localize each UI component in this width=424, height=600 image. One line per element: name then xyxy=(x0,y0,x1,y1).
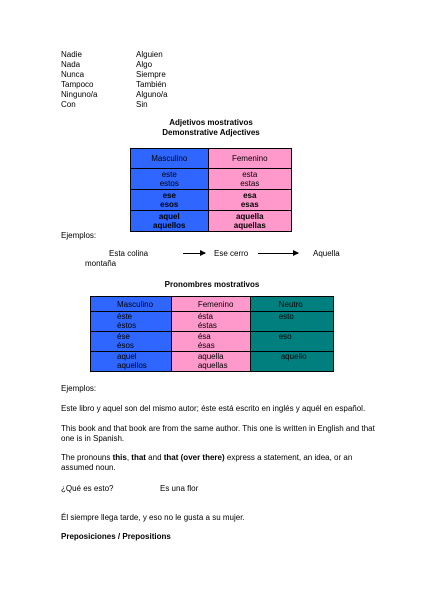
table-cell: ésta éstas xyxy=(171,312,250,332)
question: ¿Qué es esto? xyxy=(61,484,114,493)
table-row xyxy=(91,332,334,352)
table-header-row xyxy=(131,149,292,169)
table-cell: aquella aquellas xyxy=(171,352,250,372)
arrow-right-icon xyxy=(183,253,205,254)
example-word-3-cont: montaña xyxy=(85,259,117,268)
example-word-2: Ese cerro xyxy=(214,249,249,258)
table-cell: esa esas xyxy=(208,190,291,211)
example-word-3: Aquella xyxy=(313,249,340,258)
example-sentence-en: This book and that book are from the same author. This one is written in English and that one is in Spanish. xyxy=(61,424,375,443)
arrow-right-icon xyxy=(258,253,298,254)
table-row xyxy=(91,352,334,372)
word-pair-list xyxy=(61,50,168,110)
header-masculino: Masculino xyxy=(91,297,172,312)
table-cell: aquel aquellos xyxy=(91,352,172,372)
adjectives-title-en: Demonstrative Adjectives xyxy=(162,128,260,137)
table-cell: eso xyxy=(250,332,333,352)
table-cell: esta estas xyxy=(208,169,291,190)
adjectives-table xyxy=(130,148,292,232)
example-word-1: Esta colina xyxy=(109,249,149,258)
header-neutro: Neutro xyxy=(250,297,333,312)
header-masculino: Masculino xyxy=(131,149,209,169)
table-cell: esto xyxy=(250,312,333,332)
table-row xyxy=(91,312,334,332)
table-header-row xyxy=(91,297,334,312)
list-item: Con Sin xyxy=(61,100,148,109)
header-femenino: Femenino xyxy=(171,297,250,312)
example-sentence-3: Él siempre llega tarde, y eso no le gusta a su mujer. xyxy=(61,513,245,522)
table-cell: ése ésos xyxy=(91,332,172,352)
table-cell: aquel aquellos xyxy=(131,211,209,232)
table-cell: éste éstos xyxy=(91,312,172,332)
example-sentence-es: Este libro y aquel son del mismo autor; éste está escrito en inglés y aquél en español. xyxy=(61,404,366,413)
table-cell: este estos xyxy=(131,169,209,190)
table-cell: aquello xyxy=(250,352,333,372)
table-cell: ese esos xyxy=(131,190,209,211)
examples-label: Ejemplos: xyxy=(61,231,97,240)
section-heading: Preposiciones / Prepositions xyxy=(61,532,171,541)
pronoun-note: The pronouns this, that and that (over there) express a statement, an idea, or an assumed noun. xyxy=(61,453,353,472)
answer: Es una flor xyxy=(160,484,199,493)
list-item: Nada Algo xyxy=(61,60,153,69)
list-item: Ninguno/a Alguno/a xyxy=(61,90,168,99)
list-item: Tampoco También xyxy=(61,80,167,89)
table-row xyxy=(131,190,292,211)
table-cell: ésa ésas xyxy=(171,332,250,352)
table-row xyxy=(131,169,292,190)
list-item: Nunca Siempre xyxy=(61,70,166,79)
pronouns-title: Pronombres mostrativos xyxy=(164,280,260,289)
pronouns-table xyxy=(90,296,334,372)
table-cell: aquella aquellas xyxy=(208,211,291,232)
list-item: Nadie Alguien xyxy=(61,50,163,59)
header-femenino: Femenino xyxy=(208,149,291,169)
table-row xyxy=(131,211,292,232)
adjectives-title-es: Adjetivos mostrativos xyxy=(169,118,253,127)
examples-label: Ejemplos: xyxy=(61,384,97,393)
